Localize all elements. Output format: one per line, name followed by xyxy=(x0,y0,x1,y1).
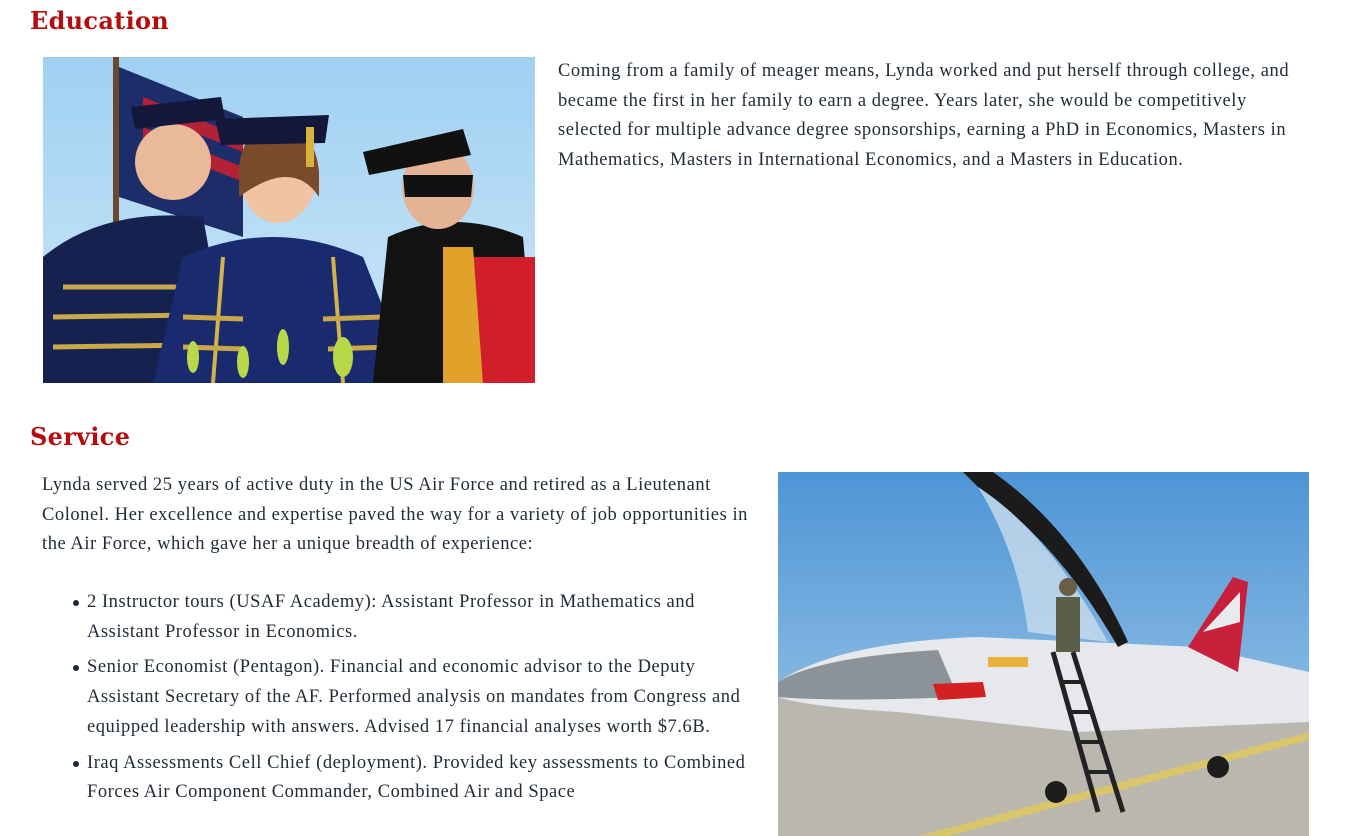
jet-photo xyxy=(778,472,1309,836)
list-item: Senior Economist (Pentagon). Financial and economic advisor to the Deputy Assistant Secretary of the AF. Performed analysis on mandates from Congress and equipped leadership with answers. Advised 17 financial analyses worth $7.6B. xyxy=(87,653,747,742)
education-heading: Education xyxy=(30,6,170,35)
service-paragraph: Lynda served 25 years of active duty in the US Air Force and retired as a Lieutenant Colonel. Her excellence and expertise paved the way for a variety of job opportunities in the Air Force, which gave her a unique breadth of experience: xyxy=(42,475,748,555)
service-heading: Service xyxy=(30,422,131,451)
list-item: Iraq Assessments Cell Chief (deployment). Provided key assessments to Combined Forces Air Component Commander, Combined Air and Space xyxy=(87,749,747,808)
service-list xyxy=(87,588,747,814)
education-paragraph: Coming from a family of meager means, Lynda worked and put herself through college, and became the first in her family to earn a degree. Years later, she would be competitively selected for multiple advance degree sponsorships, earning a PhD in Economics, Masters in Mathematics, Masters in International Economics, and a Masters in Education. xyxy=(558,61,1290,171)
list-item: 2 Instructor tours (USAF Academy): Assistant Professor in Mathematics and Assistant Professor in Economics. xyxy=(87,588,747,647)
graduation-photo xyxy=(43,57,535,383)
